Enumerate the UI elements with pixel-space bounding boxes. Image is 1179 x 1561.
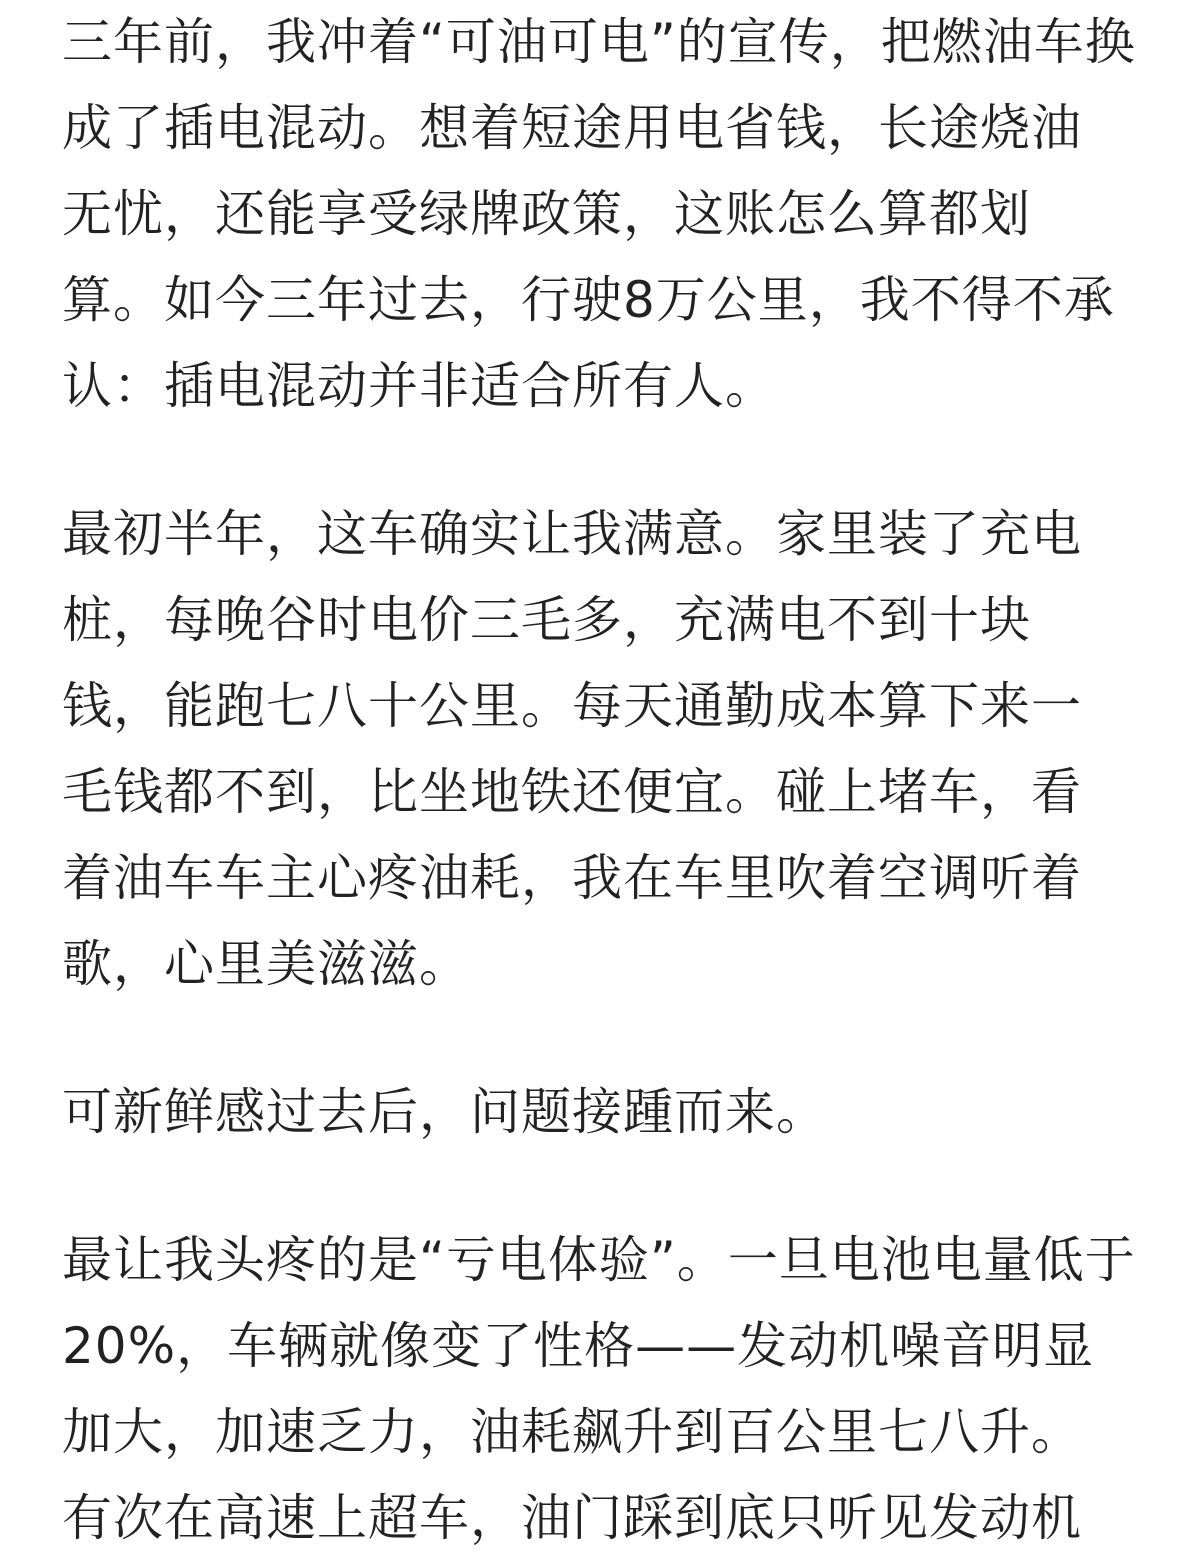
paragraph-low-battery	[62, 1217, 1136, 1561]
paragraph-problems	[62, 1069, 1122, 1155]
text-line: 认：插电混动并非适合所有人。	[62, 357, 776, 415]
text-line: 无忧，还能享受绿牌政策，这账怎么算都划	[62, 185, 1031, 243]
paragraph-spacer	[62, 1155, 1122, 1217]
text-line: 可新鲜感过去后，问题接踵而来。	[62, 1083, 827, 1141]
text-line: 加大，加速乏力，油耗飙升到百公里七八升。	[62, 1403, 1082, 1461]
paragraph-first-half-year	[62, 491, 1122, 1007]
text-line: 歌，心里美滋滋。	[62, 935, 470, 993]
text-line: 最初半年，这车确实让我满意。家里装了充电	[62, 505, 1082, 563]
text-line: 三年前，我冲着“可油可电”的宣传，把燃油车换	[62, 13, 1136, 71]
text-line: 成了插电混动。想着短途用电省钱，长途烧油	[62, 99, 1082, 157]
text-line: 算。如今三年过去，行驶8万公里，我不得不承	[62, 271, 1115, 329]
text-line: 有次在高速上超车，油门踩到底只听见发动机	[62, 1489, 1082, 1547]
paragraph-spacer	[62, 1007, 1122, 1069]
text-line: 着油车车主心疼油耗，我在车里吹着空调听着	[62, 849, 1082, 907]
paragraph-intro	[62, 0, 1136, 429]
text-line: 桩，每晚谷时电价三毛多，充满电不到十块	[62, 591, 1031, 649]
text-line: 钱，能跑七八十公里。每天通勤成本算下来一	[62, 677, 1082, 735]
text-line: 最让我头疼的是“亏电体验”。一旦电池电量低于	[62, 1231, 1136, 1289]
paragraph-spacer	[62, 429, 1122, 491]
text-line: 毛钱都不到，比坐地铁还便宜。碰上堵车，看	[62, 763, 1082, 821]
article-body	[62, 0, 1136, 1561]
text-line: 20%，车辆就像变了性格——发动机噪音明显	[62, 1317, 1095, 1375]
